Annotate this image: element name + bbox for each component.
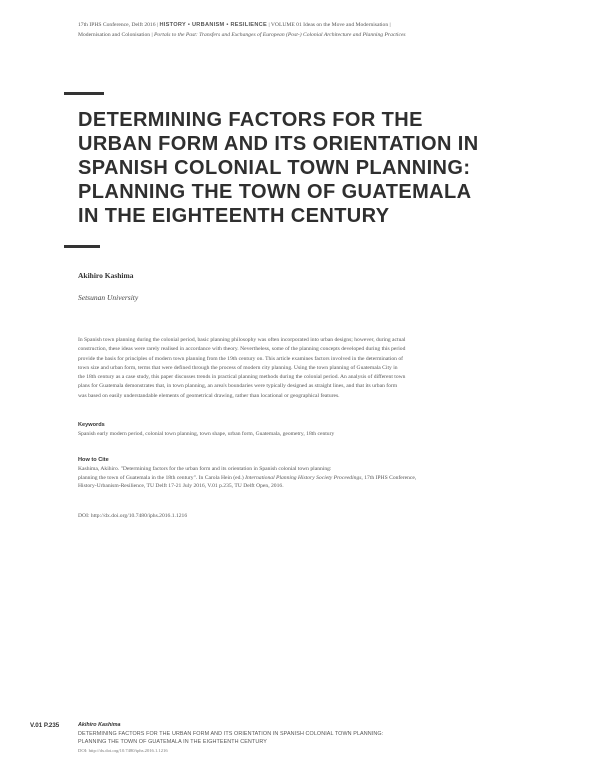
running-header [78,20,548,40]
title-line: URBAN FORM AND ITS ORIENTATION IN [78,133,479,155]
abstract-line: town size and urban form, terms that were defined through the process of modern city planning. Using the town planning of Guatemala City in [78,364,398,371]
paper-title [78,108,558,228]
title-line: SPANISH COLONIAL TOWN PLANNING: [78,157,471,179]
citation-part: planning the town of Guatemala in the 18th century". In Carola Hein (ed.) [78,474,246,481]
citation-proceedings: International Planning History Society Proceedings [245,474,362,481]
abstract-line: was based on easily understandable elements of geometrical drawing, rather than locational or geographical features. [78,392,340,399]
title-line: DETERMINING FACTORS FOR THE [78,109,423,131]
title-bottom-rule [64,245,100,248]
header-volume: | VOLUME 01 Ideas on the Move and Modernisation | [267,22,391,28]
abstract [78,336,528,401]
citation-line: History-Urbanism-Resilience, TU Delft 17-21 July 2016, V.01 p.235, TU Delft Open, 2016. [78,482,284,489]
running-footer [78,721,458,755]
how-to-cite-section [78,456,528,490]
header-conference: 17th IPHS Conference, Delft 2016 | [78,22,160,28]
keywords-section [78,421,528,439]
footer-doi[interactable]: DOI: http://dx.doi.org/10.7480/iphs.2016.1.1216 [78,747,168,753]
keywords-label: Keywords [78,422,105,428]
header-line-1 [78,20,548,30]
doi-section [78,512,528,520]
title-line: IN THE EIGHTEENTH CENTURY [78,205,390,227]
title-line: PLANNING THE TOWN OF GUATEMALA [78,181,472,203]
footer-title-line: PLANNING THE TOWN OF GUATEMALA IN THE EIGHTEENTH CENTURY [78,739,267,745]
abstract-line: construction, these ideas were rarely realised in accordance with theory. Nevertheless, some of the planning concepts developed during this period [78,346,406,353]
header-line-2 [78,30,548,40]
citation-part: , 17th IPHS Conference, [361,474,417,481]
title-top-rule [64,92,104,95]
header-session: Portals to the Past: Transfers and Exchanges of European (Post-) Colonial Architecture and Planning Practices [154,32,406,38]
keywords-text: Spanish early modern period, colonial town planning, town shape, urban form, Guatemala, geometry, 18th century [78,431,335,438]
footer-page-reference: V.01 P.235 [30,722,60,729]
author-name: Akihiro Kashima [78,271,134,280]
abstract-line: plans for Guatemala demonstrates that, in town planning, an area's boundaries were typically designed as straight lines, and that its urban form [78,383,398,390]
abstract-line: the 18th century as a case study, this paper discusses trends in practical planning methods during the colonial period. An analysis of different town [78,374,406,381]
doi-link[interactable]: DOI: http://dx.doi.org/10.7480/iphs.2016.1.1216 [78,513,188,519]
footer-author: Akihiro Kashima [78,722,121,728]
abstract-line: In Spanish town planning during the colonial period, basic planning philosophy was often incorporated into urban designs; however, during actual [78,337,406,343]
abstract-line: provide the basis for principles of modern town planning from the 19th century on. This article examines factors involved in the determination of [78,355,404,362]
citation-line [78,474,528,482]
citation-line: Kashima, Akihiro. "Determining factors for the urban form and its orientation in Spanish colonial town planning: [78,466,332,473]
header-track: Modernisation and Colonisation | [78,32,155,38]
footer-title-line: DETERMINING FACTORS FOR THE URBAN FORM AND ITS ORIENTATION IN SPANISH COLONIAL TOWN PLANNING: [78,730,384,737]
header-theme: HISTORY • URBANISM • RESILIENCE [159,22,268,28]
how-to-cite-label: How to Cite [78,457,109,463]
author-affiliation: Setsunan University [78,293,139,302]
